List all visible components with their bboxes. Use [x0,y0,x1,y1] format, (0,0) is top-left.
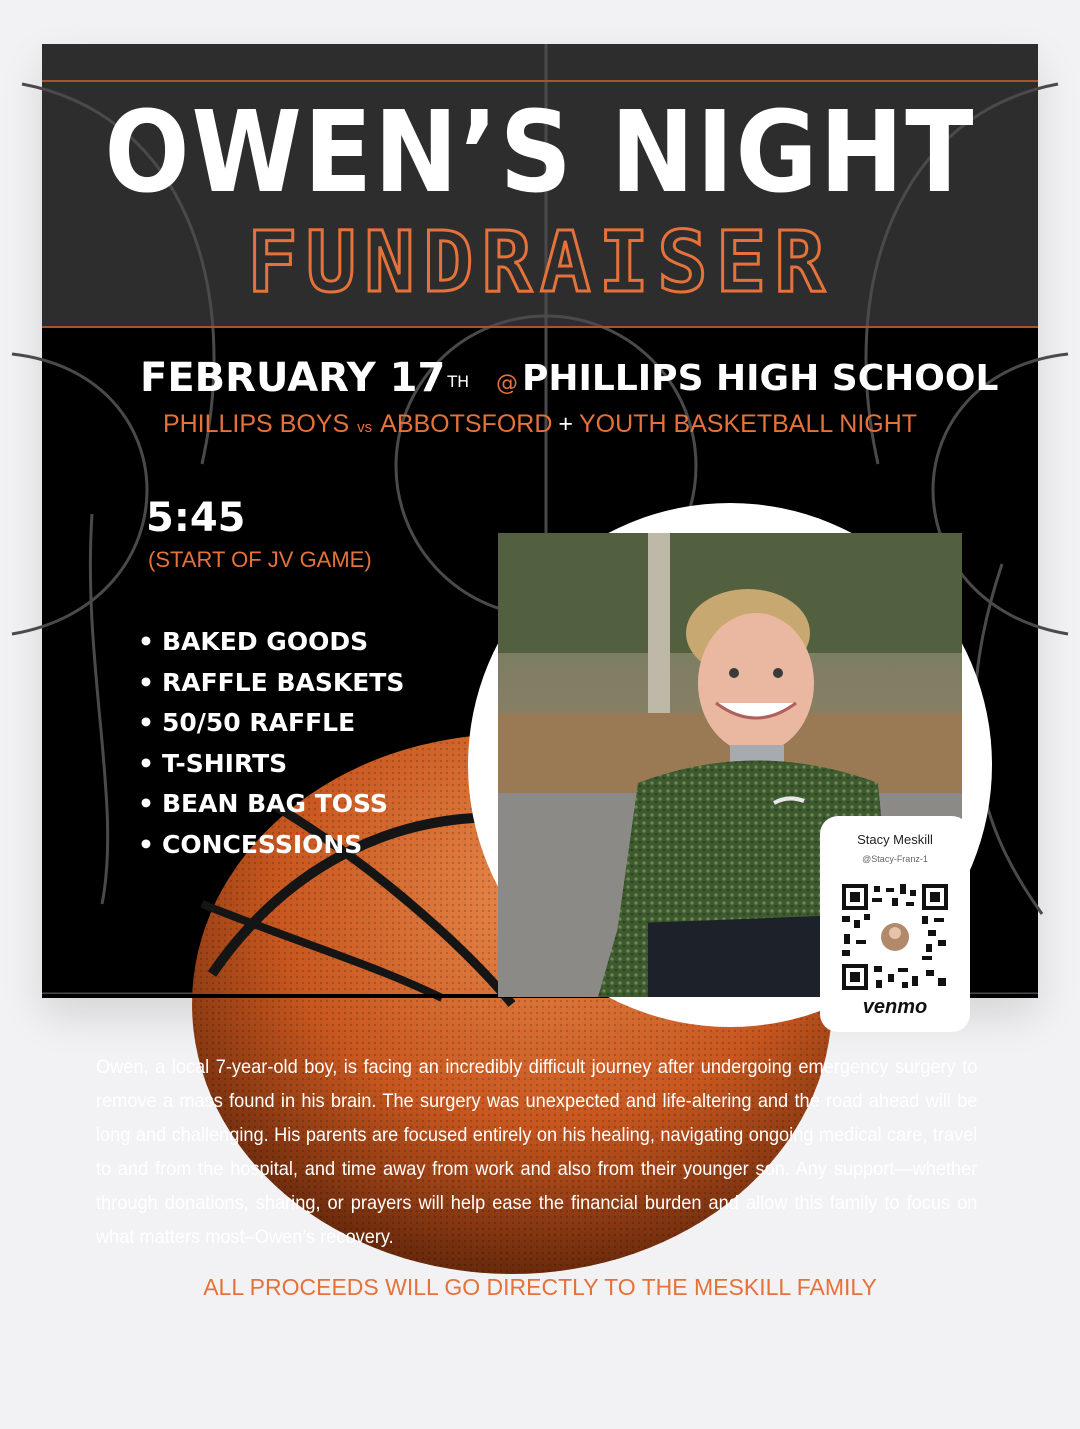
team-2: ABBOTSFORD [380,410,553,438]
venmo-qr-code[interactable] [842,884,948,990]
list-item: • BEAN BAG TOSS [138,784,404,825]
event-venue [496,356,998,407]
event-time-note: (START OF JV GAME) [148,547,372,572]
list-item: • T-SHIRTS [138,744,404,785]
event-date [140,354,469,402]
story-paragraph: Owen, a local 7-year-old boy, is facing an incredibly difficult journey after undergoing emergency surgery to remove a mass found in his brain. The surgery was unexpected and life-altering and the road ahead will be long and challenging. His parents are focused entirely on his healing, navigating ongoing medical care, travel to and from the hospital, and time away from work and also from their younger son. Any support—whether through donations, sharing, or prayers will help ease the financial burden and allow this family to focus on what matters most–Owen’s recovery. [96,1056,978,1248]
venmo-logo: venmo [862,996,928,1018]
list-item: • 50/50 RAFFLE [138,703,404,744]
at-symbol: @ [496,371,518,396]
list-item: • RAFFLE BASKETS [138,663,404,704]
title-line-2: FUNDRAISER [247,213,833,311]
proceeds-note: ALL PROCEEDS WILL GO DIRECTLY TO THE MESKILL FAMILY [203,1274,877,1300]
matchup-line [42,408,1038,444]
fundraiser-flyer [42,44,1038,1300]
date-text: FEBRUARY 17 [140,355,446,401]
list-item: • BAKED GOODS [138,622,404,663]
event-time: 5:45 [146,495,246,541]
list-item: • CONCESSIONS [138,825,404,866]
youth-night-label: YOUTH BASKETBALL NIGHT [579,410,918,438]
venmo-name: Stacy Meskill [857,832,933,847]
venmo-handle: @Stacy-Franz-1 [862,854,928,864]
team-1: PHILLIPS BOYS [162,410,350,438]
activities-list [138,622,404,866]
vs-label: vs [357,419,373,436]
venmo-card[interactable] [820,816,970,1032]
plus-sign: + [558,410,573,438]
venue-text: PHILLIPS HIGH SCHOOL [522,358,999,399]
title-line-1: OWEN’S NIGHT [104,86,976,218]
date-suffix: TH [447,372,470,391]
